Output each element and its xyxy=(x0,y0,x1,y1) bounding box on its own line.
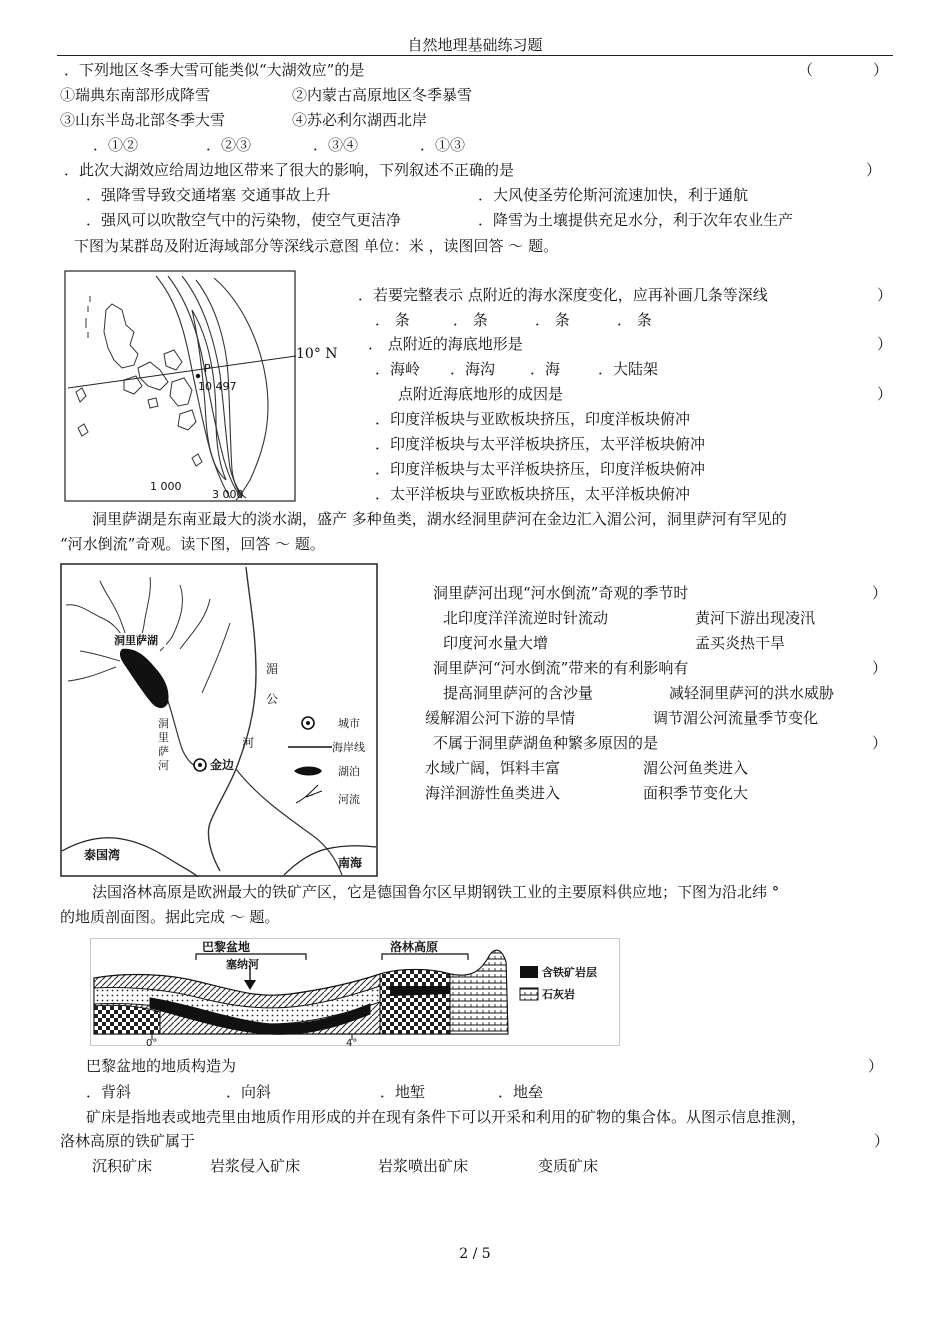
contour-label-1000: 1 000 xyxy=(150,480,182,493)
river-label: 塞纳河 xyxy=(226,958,259,971)
q5-choice-b: ．印度洋板块与太平洋板块挤压，太平洋板块俯冲 xyxy=(375,435,706,453)
q9-paren-close: ） xyxy=(868,1057,884,1075)
lon-4-label: 4° xyxy=(346,1038,358,1046)
q5-stem: 点附近海底地形的成因是 xyxy=(398,385,564,403)
river-tonle-char3: 萨 xyxy=(158,745,169,758)
point-p-label: P xyxy=(204,362,211,375)
q4-choice-a: ．海岭 xyxy=(375,360,421,378)
q1-option-3: ③山东半岛北部冬季大雪 xyxy=(60,111,226,129)
q3-stem: ．若要完整表示 点附近的海水深度变化，应再补画几条等深线 xyxy=(358,286,768,304)
q6-choice-d: 孟买炎热干旱 xyxy=(695,634,786,652)
q1-choice-b: ．②③ xyxy=(206,136,252,154)
island-contour-map xyxy=(64,270,296,502)
legend-river-label: 河流 xyxy=(338,793,360,806)
q6-choice-c: 印度河水量大增 xyxy=(443,634,549,652)
q9-stem: 巴黎盆地的地质构造为 xyxy=(86,1057,237,1075)
q4-choice-d: ．大陆架 xyxy=(598,360,659,378)
legend-iron-swatch xyxy=(520,966,538,978)
map-frame xyxy=(61,564,377,876)
legend-lime-swatch xyxy=(520,988,538,1000)
q2-choice-d: ．降雪为土壤提供充足水分，利于次年农业生产 xyxy=(478,211,794,229)
q5-choice-c: ．印度洋板块与太平洋板块挤压，印度洋板块俯冲 xyxy=(375,460,706,478)
layer-checker-left xyxy=(94,1005,160,1034)
q10-choice-b: 岩浆侵入矿床 xyxy=(210,1157,301,1175)
q8-choice-b: 湄公河鱼类进入 xyxy=(643,759,749,777)
plateau-checker xyxy=(380,970,450,1035)
river-tonle-char1: 洞 xyxy=(158,717,169,730)
intro-lorraine-line1: 法国洛林高原是欧洲最大的铁矿产区，它是德国鲁尔区早期钢铁工业的主要原料供应地；下图为沿北纬 ° xyxy=(92,883,780,901)
point-p-marker xyxy=(196,374,200,378)
q9-choice-b: ．向斜 xyxy=(226,1083,272,1101)
q8-choice-d: 面积季节变化大 xyxy=(643,784,749,802)
q3-choice-c: ． 条 xyxy=(535,311,570,329)
q5-choice-d: ．太平洋板块与亚欧板块挤压，太平洋板块俯冲 xyxy=(375,485,691,503)
q8-choice-a: 水域广阔，饵料丰富 xyxy=(425,759,561,777)
q7-paren-close: ） xyxy=(872,659,888,677)
q6-choice-b: 黄河下游出现凌汛 xyxy=(695,609,816,627)
city-label: 金边 xyxy=(210,758,235,772)
q7-choice-d: 调节湄公河流量季节变化 xyxy=(653,709,819,727)
q9-choice-a: ．背斜 xyxy=(86,1083,132,1101)
q3-choice-b: ． 条 xyxy=(453,311,488,329)
gulf-label: 泰国湾 xyxy=(84,848,121,862)
q4-paren-close: ） xyxy=(877,335,893,353)
q10-paren-close: ） xyxy=(874,1132,890,1150)
river-tonle-char2: 里 xyxy=(158,731,169,744)
q1-option-4: ④苏必利尔湖西北岸 xyxy=(292,111,428,129)
q7-stem: 洞里萨河“河水倒流”带来的有利影响有 xyxy=(433,659,689,677)
sea-label: 南海 xyxy=(338,856,363,870)
q4-choice-c: ．海 xyxy=(530,360,561,378)
intro-lake-line2: “河水倒流”奇观。读下图，回答 ～ 题。 xyxy=(60,535,325,553)
tonle-sap-map xyxy=(60,563,378,877)
q1-option-2: ②内蒙古高原地区冬季暴雪 xyxy=(292,86,473,104)
q8-paren-close: ） xyxy=(872,734,888,752)
q1-stem: ．下列地区冬季大雪可能类似“大湖效应”的是 xyxy=(64,61,365,79)
q4-stem: ． 点附近的海底地形是 xyxy=(368,335,523,353)
geologic-cross-section xyxy=(90,938,620,1046)
map-frame xyxy=(65,271,295,501)
q1-choice-a: ．①② xyxy=(93,136,139,154)
river-mekong-char2: 公 xyxy=(266,692,279,706)
river-mekong-char3: 河 xyxy=(242,736,255,750)
latitude-label: 10° N xyxy=(296,346,338,362)
header-rule xyxy=(57,55,893,56)
q10-choice-a: 沉积矿床 xyxy=(92,1157,153,1175)
q3-choice-d: ． 条 xyxy=(617,311,652,329)
legend-coastline-label: 海岸线 xyxy=(332,741,365,754)
q1-paren-open: （ xyxy=(798,61,814,79)
q8-choice-c: 海洋洄游性鱼类进入 xyxy=(425,784,561,802)
q5-choice-a: ．印度洋板块与亚欧板块挤压，印度洋板块俯冲 xyxy=(375,410,691,428)
plateau-label: 洛林高原 xyxy=(390,940,439,954)
q10-stem-line2: 洛林高原的铁矿属于 xyxy=(60,1132,196,1150)
depth-label: 10 497 xyxy=(198,380,237,393)
q1-choice-d: ．①③ xyxy=(420,136,466,154)
q10-stem-line1: 矿床是指地表或地壳里由地质作用形成的并在现有条件下可以开采和利用的矿物的集合体。从图示信息推测， xyxy=(86,1108,807,1126)
q3-paren-close: ） xyxy=(877,286,893,304)
legend-lake-label: 湖泊 xyxy=(338,765,360,778)
q10-choice-d: 变质矿床 xyxy=(538,1157,599,1175)
intro-lake-line1: 洞里萨湖是东南亚最大的淡水湖，盛产 多种鱼类，湖水经洞里萨河在金边汇入湄公河，洞里萨河有罕见的 xyxy=(92,510,787,528)
q3-choice-a: ． 条 xyxy=(375,311,410,329)
basin-label: 巴黎盆地 xyxy=(202,940,251,954)
q2-choice-c: ．强风可以吹散空气中的污染物，使空气更洁净 xyxy=(86,211,402,229)
q10-choice-c: 岩浆喷出矿床 xyxy=(378,1157,469,1175)
lon-0-label: 0° xyxy=(146,1038,158,1046)
intro-island: 下图为某群岛及附近海域部分等深线示意图 单位：米 ，读图回答 ～ 题。 xyxy=(74,237,559,255)
q6-stem: 洞里萨河出现“河水倒流”奇观的季节时 xyxy=(433,584,689,602)
q6-choice-a: 北印度洋洋流逆时针流动 xyxy=(443,609,609,627)
q2-paren-close: ） xyxy=(866,161,882,179)
river-mekong-char1: 湄 xyxy=(266,662,279,676)
q7-choice-a: 提高洞里萨河的含沙量 xyxy=(443,684,594,702)
q7-choice-c: 缓解湄公河下游的旱情 xyxy=(425,709,576,727)
river-tonle-char4: 河 xyxy=(158,759,169,772)
q9-choice-c: ．地堑 xyxy=(380,1083,426,1101)
q9-choice-d: ．地垒 xyxy=(498,1083,544,1101)
legend-lime-label: 石灰岩 xyxy=(542,988,575,1001)
page-header-title: 自然地理基础练习题 xyxy=(407,36,543,54)
q2-choice-b: ．大风使圣劳伦斯河流速加快，利于通航 xyxy=(478,186,749,204)
q5-paren-close: ） xyxy=(877,385,893,403)
q6-paren-close: ） xyxy=(872,584,888,602)
q1-choice-c: ．③④ xyxy=(313,136,359,154)
lake-name-label: 洞里萨湖 xyxy=(114,634,158,647)
q4-choice-b: ．海沟 xyxy=(450,360,496,378)
q2-choice-a: ．强降雪导致交通堵塞 交通事故上升 xyxy=(86,186,331,204)
legend-iron-label: 含铁矿岩层 xyxy=(542,966,597,979)
page-number: 2 / 5 xyxy=(459,1246,491,1262)
q2-stem: ．此次大湖效应给周边地区带来了很大的影响，下列叙述不正确的是 xyxy=(64,161,515,179)
q1-paren-close: ） xyxy=(873,61,889,79)
q1-option-1: ①瑞典东南部形成降雪 xyxy=(60,86,211,104)
legend-city-label: 城市 xyxy=(338,717,360,730)
q7-choice-b: 减轻洞里萨河的洪水威胁 xyxy=(669,684,835,702)
contour-label-3000: 3 000 xyxy=(212,488,244,501)
q8-stem: 不属于洞里萨湖鱼种繁多原因的是 xyxy=(433,734,659,752)
intro-lorraine-line2: 的地质剖面图。据此完成 ～ 题。 xyxy=(60,908,280,926)
